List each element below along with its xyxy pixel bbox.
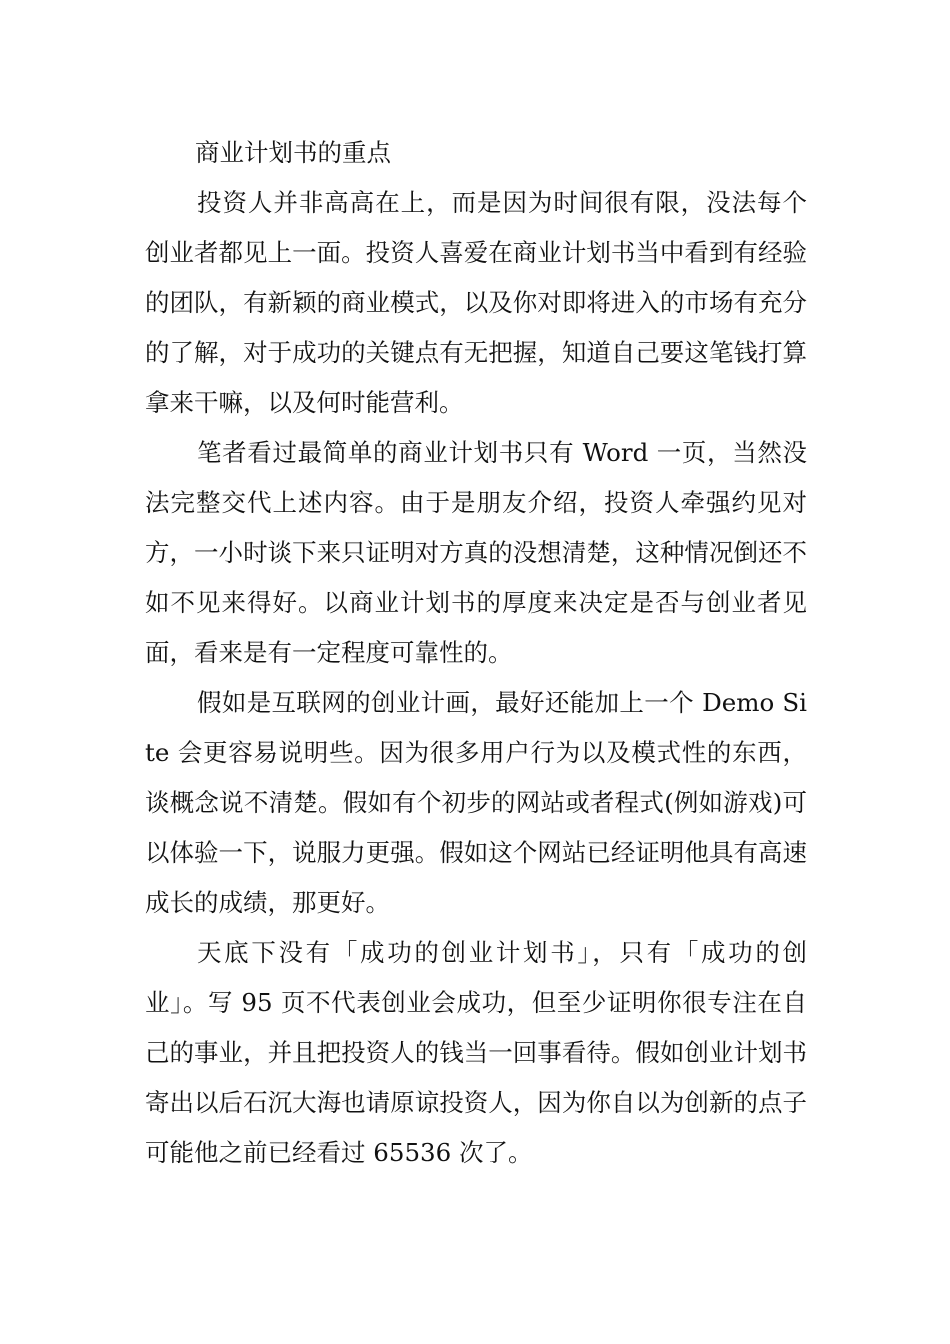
paragraph-4: 天底下没有「成功的创业计划书」，只有「成功的创业」。写 95 页不代表创业会成功，但至少证明你很专注在自己的事业，并且把投资人的钱当一回事看待。假如创业计划书寄出以后石沉大海也请原谅投资人，因为你自以为创新的点子可能他之前已经看过 65536 次了。: [145, 938, 807, 1167]
document-body: [145, 128, 807, 1178]
paragraph-2: 笔者看过最简单的商业计划书只有 Word 一页，当然没法完整交代上述内容。由于是朋友介绍，投资人牵强约见对方，一小时谈下来只证明对方真的没想清楚，这种情况倒还不如不见来得好。以商业计划书的厚度来决定是否与创业者见面，看来是有一定程度可靠性的。: [145, 438, 807, 667]
paragraph-3: 假如是互联网的创业计画，最好还能加上一个 Demo Site 会更容易说明些。因为很多用户行为以及模式性的东西，谈概念说不清楚。假如有个初步的网站或者程式(例如游戏)可以体验一下，说服力更强。假如这个网站已经证明他具有高速成长的成绩，那更好。: [145, 688, 807, 917]
paragraph-1: 投资人并非高高在上，而是因为时间很有限，没法每个创业者都见上一面。投资人喜爱在商业计划书当中看到有经验的团队，有新颖的商业模式，以及你对即将进入的市场有充分的了解，对于成功的关键点有无把握，知道自己要这笔钱打算拿来干嘛，以及何时能营利。: [145, 188, 807, 417]
document-title: 商业计划书的重点: [195, 138, 391, 167]
